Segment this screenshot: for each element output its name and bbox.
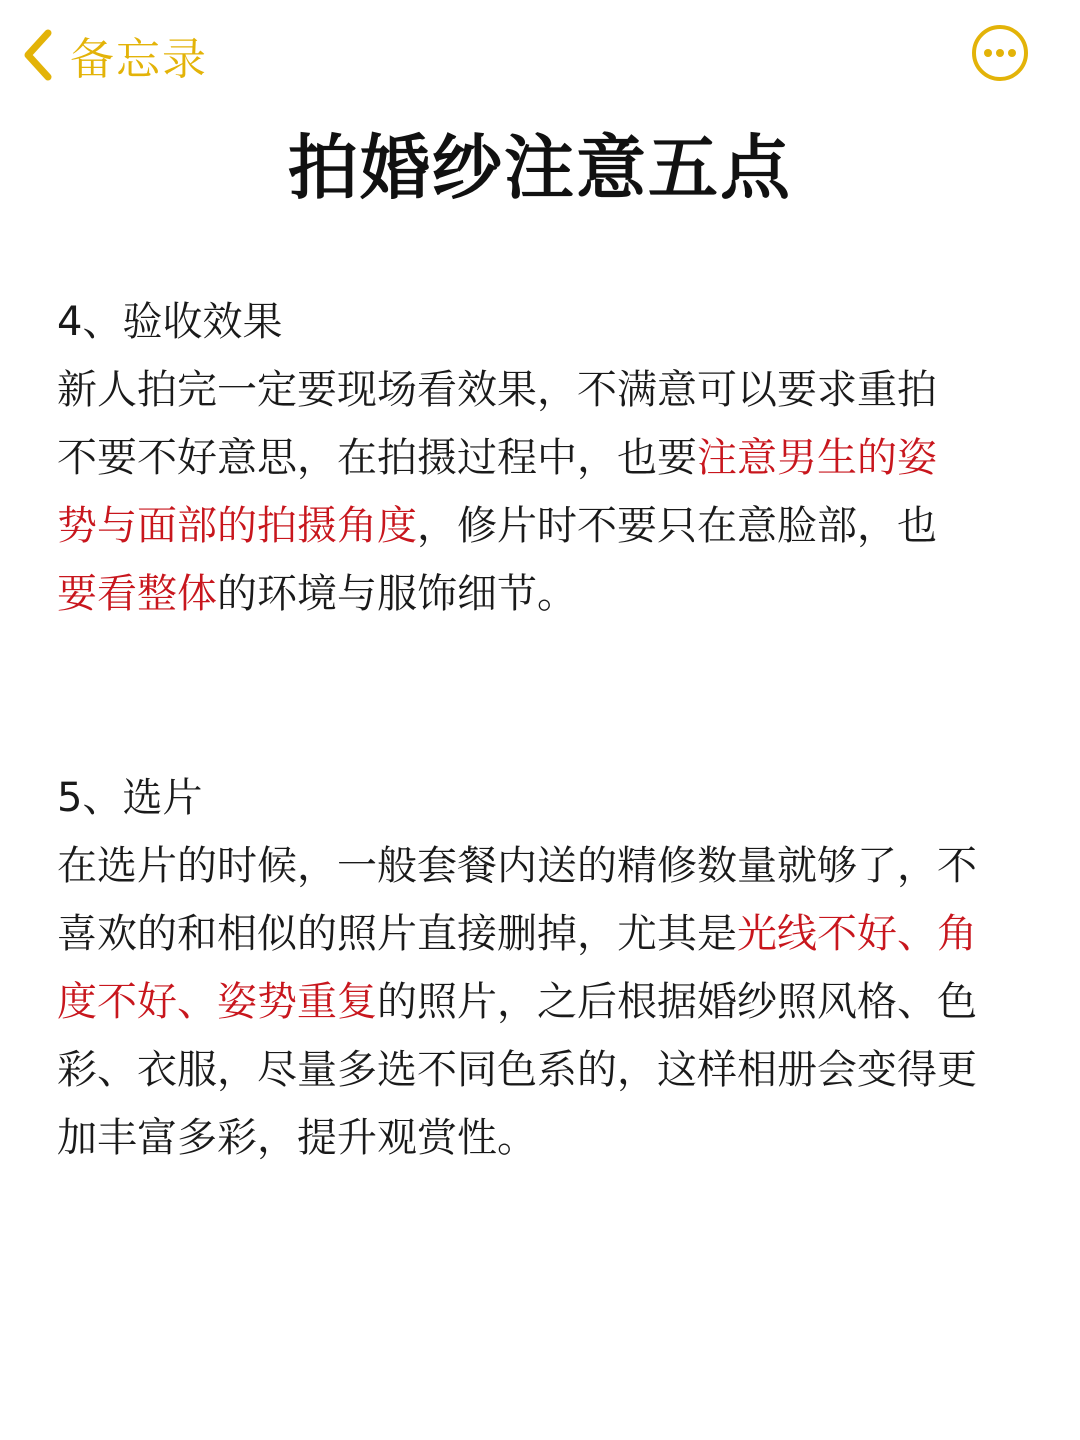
paragraph-line: [57, 832, 1057, 900]
paragraph-line: [57, 492, 1057, 560]
body-text: 加丰富多彩，提升观赏性。: [57, 1115, 537, 1161]
paragraph-line: [57, 900, 1057, 968]
body-text: 新人拍完一定要现场看效果，不满意可以要求重拍: [57, 367, 937, 413]
body-text: 在选片的时候，一般套餐内送的精修数量就够了，不: [57, 843, 977, 889]
body-text: 的环境与服饰细节。: [217, 571, 577, 617]
body-text: 不要不好意思，在拍摄过程中，也要: [57, 435, 697, 481]
body-text: 喜欢的和相似的照片直接删掉，尤其是: [57, 911, 737, 957]
highlighted-text: 光线不好、角: [737, 911, 977, 957]
chevron-left-icon: [20, 27, 54, 83]
paragraph-line: [57, 968, 1057, 1036]
note-section: [57, 288, 1057, 628]
section-heading: 5、选片: [57, 775, 203, 821]
back-button[interactable]: [20, 20, 208, 90]
paragraph-line: [57, 356, 1057, 424]
back-label: 备忘录: [70, 34, 208, 85]
more-button[interactable]: [971, 24, 1029, 82]
highlighted-text: 度不好、姿势重复: [57, 979, 377, 1025]
section-gap: [57, 628, 1057, 764]
note-body[interactable]: [57, 288, 1057, 1172]
highlighted-text: 要看整体: [57, 571, 217, 617]
nav-bar: [0, 0, 1080, 110]
highlighted-text: 注意男生的姿: [697, 435, 937, 481]
body-text: ，修片时不要只在意脸部，也: [417, 503, 937, 549]
page-title: 拍婚纱注意五点: [288, 127, 792, 209]
body-text: 彩、衣服，尽量多选不同色系的，这样相册会变得更: [57, 1047, 977, 1093]
paragraph-line: [57, 1104, 1057, 1172]
highlighted-text: 势与面部的拍摄角度: [57, 503, 417, 549]
paragraph-line: [57, 560, 1057, 628]
section-heading: 4、验收效果: [57, 299, 283, 345]
body-text: 的照片，之后根据婚纱照风格、色: [377, 979, 977, 1025]
paragraph-line: [57, 424, 1057, 492]
ellipsis-circle-icon: [971, 24, 1029, 82]
note-section: [57, 764, 1057, 1172]
paragraph-line: [57, 1036, 1057, 1104]
